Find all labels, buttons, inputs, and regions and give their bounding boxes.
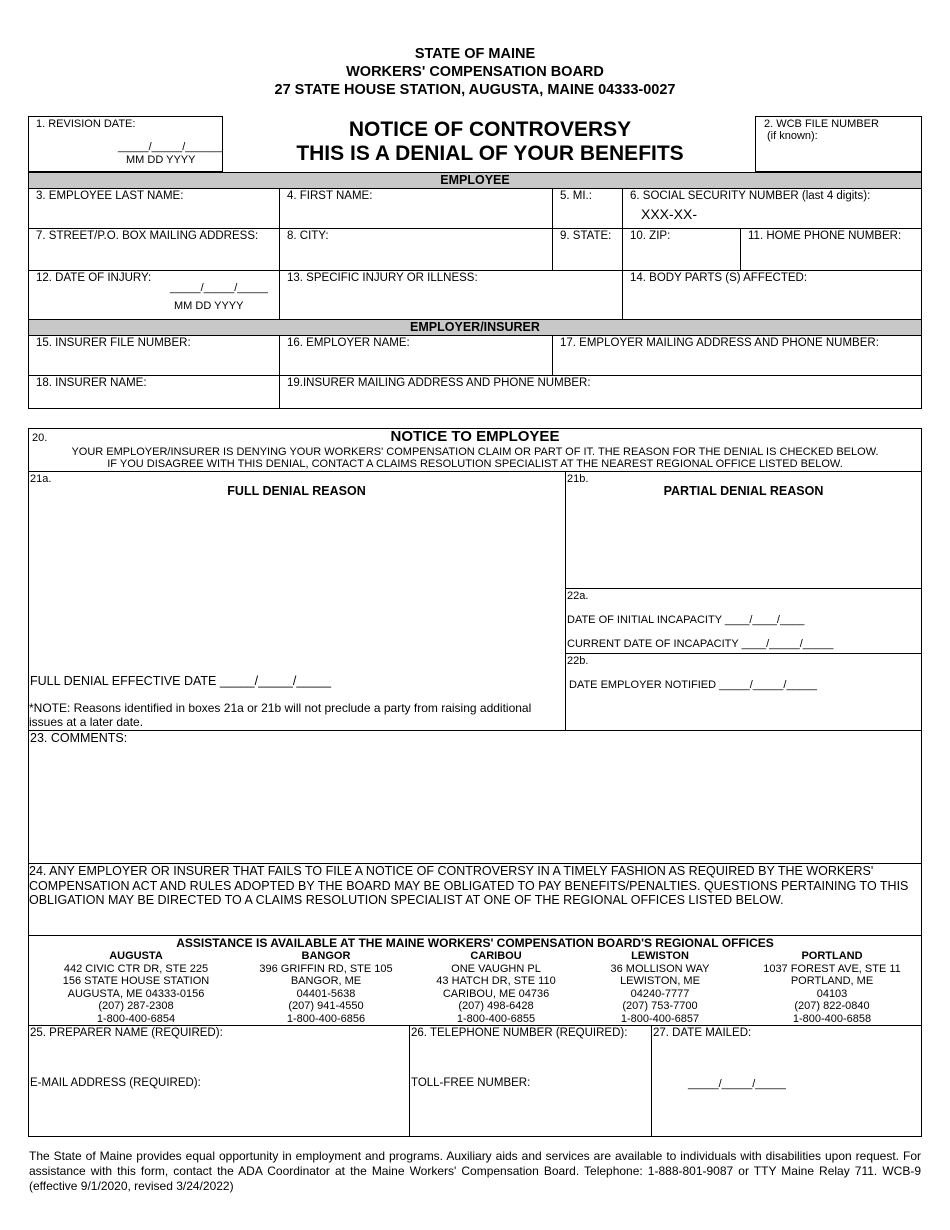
office-address-line: 442 CIVIC CTR DR, STE 225 [63, 962, 209, 975]
divider [28, 471, 922, 472]
office-address-line: 396 GRIFFIN RD, STE 105 [259, 962, 393, 975]
email-address-field[interactable]: E-MAIL ADDRESS (REQUIRED): [30, 1077, 201, 1089]
full-denial-number: 21a. [30, 473, 52, 485]
office-tollfree: 1-800-400-6858 [792, 1012, 872, 1025]
incapacity-number: 22a. [567, 590, 589, 602]
office-tollfree: 1-800-400-6855 [456, 1012, 536, 1025]
telephone-number-field[interactable]: 26. TELEPHONE NUMBER (REQUIRED): [411, 1027, 628, 1039]
office-address-line: 156 STATE HOUSE STATION [62, 975, 210, 988]
partial-denial-title: PARTIAL DENIAL REASON [663, 484, 824, 498]
office-address-line: AUGUSTA, ME 04333-0156 [67, 987, 205, 1000]
divider [409, 1025, 410, 1137]
form-title: NOTICE OF CONTROVERSY [348, 118, 632, 141]
board-name: WORKERS' COMPENSATION BOARD [346, 64, 604, 80]
home-phone-field[interactable]: 11. HOME PHONE NUMBER: [748, 230, 902, 242]
initial-incapacity-date-field[interactable]: DATE OF INITIAL INCAPACITY ____/____/____ [567, 614, 805, 626]
insurer-address-field[interactable]: 19.INSURER MAILING ADDRESS AND PHONE NUMBER: [287, 377, 591, 389]
employer-address-field[interactable]: 17. EMPLOYER MAILING ADDRESS AND PHONE NUMBER: [560, 337, 879, 349]
street-address-field[interactable]: 7. STREET/P.O. BOX MAILING ADDRESS: [36, 230, 259, 242]
denial-note: *NOTE: Reasons identified in boxes 21a or 21b will not preclude a party from raising additional issues at a later date. [29, 701, 532, 729]
date-mailed-label: 27. DATE MAILED: [653, 1027, 752, 1039]
specific-injury-field[interactable]: 13. SPECIFIC INJURY OR ILLNESS: [287, 272, 478, 284]
office-phone: (207) 287-2308 [98, 1000, 174, 1013]
current-incapacity-date-field[interactable]: CURRENT DATE OF INCAPACITY ____/_____/_____ [567, 638, 834, 650]
divider [279, 335, 280, 409]
divider [28, 270, 922, 271]
office-phone: (207) 822-0840 [794, 1000, 870, 1013]
office-portland [732, 950, 932, 1026]
divider [28, 730, 922, 731]
insurer-file-number-field[interactable]: 15. INSURER FILE NUMBER: [36, 337, 191, 349]
office-address-line: ONE VAUGHN PL [451, 962, 541, 975]
employer-section-header: EMPLOYER/INSURER [28, 319, 922, 336]
office-address-line: 43 HATCH DR, STE 110 [436, 975, 556, 988]
office-phone: (207) 941-4550 [288, 1000, 364, 1013]
divider [279, 188, 280, 320]
divider [28, 375, 922, 376]
office-augusta [36, 950, 236, 1026]
office-name: LEWISTON [631, 950, 689, 962]
agency-name: STATE OF MAINE [414, 46, 536, 62]
full-denial-title: FULL DENIAL REASON [227, 484, 366, 498]
employer-notified-date-field[interactable]: DATE EMPLOYER NOTIFIED _____/_____/_____ [569, 679, 818, 691]
office-address-line: PORTLAND, ME [790, 975, 874, 988]
wcb-file-number-sublabel: (if known): [767, 130, 818, 142]
revision-date-blank: _____/_____/______ [118, 141, 222, 153]
toll-free-number-field[interactable]: TOLL-FREE NUMBER: [411, 1077, 531, 1089]
revision-date-label: 1. REVISION DATE: [36, 118, 136, 130]
employer-notified-number: 22b. [567, 655, 589, 667]
ssn-field-label: 6. SOCIAL SECURITY NUMBER (last 4 digits): [630, 190, 871, 202]
office-address-line: 04401-5638 [296, 987, 356, 1000]
office-tollfree: 1-800-400-6854 [96, 1012, 176, 1025]
office-address-line: CARIBOU, ME 04736 [442, 987, 550, 1000]
divider [651, 1025, 652, 1137]
notice-text-line2: IF YOU DISAGREE WITH THIS DENIAL, CONTACT A CLAIMS RESOLUTION SPECIALIST AT THE NEAREST REGIONAL OFFICE LISTED BELOW. [107, 458, 843, 470]
board-address: 27 STATE HOUSE STATION, AUGUSTA, MAINE 04333-0027 [274, 82, 676, 98]
divider [565, 653, 922, 654]
date-of-injury-field[interactable]: _____/_____/_____ [170, 282, 268, 294]
insurer-name-field[interactable]: 18. INSURER NAME: [36, 377, 147, 389]
office-address-line: LEWISTON, ME [620, 975, 700, 988]
office-name: CARIBOU [470, 950, 522, 962]
form-subtitle: THIS IS A DENIAL OF YOUR BENEFITS [296, 142, 684, 165]
office-address-line: 04103 [816, 987, 848, 1000]
divider [552, 188, 553, 270]
comments-field[interactable]: 23. COMMENTS: [30, 731, 128, 745]
office-address-line: 36 MOLLISON WAY [610, 962, 710, 975]
office-name: PORTLAND [801, 950, 863, 962]
notice-number: 20. [32, 432, 48, 444]
failure-to-file-notice: 24. ANY EMPLOYER OR INSURER THAT FAILS TO FILE A NOTICE OF CONTROVERSY IN A TIMELY FASHION AS REQUIRED BY THE WORKERS' COMPENSATION ACT AND RULES ADOPTED BY THE BOARD MAY BE OBLIGATED TO PAY BENEFITS/PENALTIES. QUESTIONS PERTAINING TO THIS OBLIGATION MAY BE DIRECTED TO A CLAIMS RESOLUTION SPECIALIST AT ONE OF THE REGIONAL OFFICES LISTED BELOW. [29, 864, 909, 907]
office-lewiston [560, 950, 760, 1026]
revision-date-format: MM DD YYYY [126, 154, 196, 166]
equal-opportunity-footer: The State of Maine provides equal opportunity in employment and programs. Auxiliary aids and services are available to individuals with disabilities upon request. For assistance with this form, contact the ADA Coordinator at the Maine Workers' Compensation Board. Telephone: 1-888-801-9087 or TTY Maine Relay 711. WCB-9 (effective 9/1/2020, revised 3/24/2022) [29, 1149, 921, 1193]
office-address-line: 04240-7777 [630, 987, 690, 1000]
employee-last-name-field[interactable]: 3. EMPLOYEE LAST NAME: [36, 190, 184, 202]
office-phone: (207) 498-6428 [458, 1000, 534, 1013]
divider [565, 471, 566, 730]
office-address-line: BANGOR, ME [290, 975, 362, 988]
employee-section-header: EMPLOYEE [28, 172, 922, 189]
state-field[interactable]: 9. STATE: [560, 230, 612, 242]
divider [28, 228, 922, 229]
full-denial-effective-date-field[interactable]: FULL DENIAL EFFECTIVE DATE _____/_____/_____ [30, 674, 332, 688]
date-mailed-field[interactable]: _____/_____/_____ [688, 1078, 786, 1090]
office-name: AUGUSTA [109, 950, 163, 962]
body-parts-field[interactable]: 14. BODY PARTS (S) AFFECTED: [630, 272, 808, 284]
notice-title: NOTICE TO EMPLOYEE [390, 428, 560, 445]
employee-section [28, 188, 922, 320]
office-name: BANGOR [301, 950, 351, 962]
divider [28, 1025, 922, 1026]
office-address-line: 1037 FOREST AVE, STE 11 [763, 962, 901, 975]
divider [740, 228, 741, 270]
city-field[interactable]: 8. CITY: [287, 230, 329, 242]
zip-field[interactable]: 10. ZIP: [630, 230, 671, 242]
divider [552, 335, 553, 375]
partial-denial-number: 21b. [567, 473, 589, 485]
office-tollfree: 1-800-400-6857 [620, 1012, 700, 1025]
offices-heading: ASSISTANCE IS AVAILABLE AT THE MAINE WORKERS' COMPENSATION BOARD'S REGIONAL OFFICES [176, 936, 774, 950]
divider [565, 588, 922, 589]
office-tollfree: 1-800-400-6856 [286, 1012, 366, 1025]
divider [622, 188, 623, 320]
office-phone: (207) 753-7700 [622, 1000, 698, 1013]
date-of-injury-label: 12. DATE OF INJURY: [36, 272, 152, 284]
wcb-file-number-label: 2. WCB FILE NUMBER [764, 118, 879, 130]
preparer-name-field[interactable]: 25. PREPARER NAME (REQUIRED): [30, 1027, 223, 1039]
employer-name-field[interactable]: 16. EMPLOYER NAME: [287, 337, 410, 349]
notice-text-line1: YOUR EMPLOYER/INSURER IS DENYING YOUR WORKERS' COMPENSATION CLAIM OR PART OF IT. THE REASON FOR THE DENIAL IS CHECKED BELOW. [71, 446, 879, 458]
date-of-injury-format: MM DD YYYY [174, 300, 244, 312]
ssn-field[interactable]: XXX-XX- [641, 206, 698, 222]
middle-initial-field[interactable]: 5. MI.: [560, 190, 592, 202]
first-name-field[interactable]: 4. FIRST NAME: [287, 190, 373, 202]
